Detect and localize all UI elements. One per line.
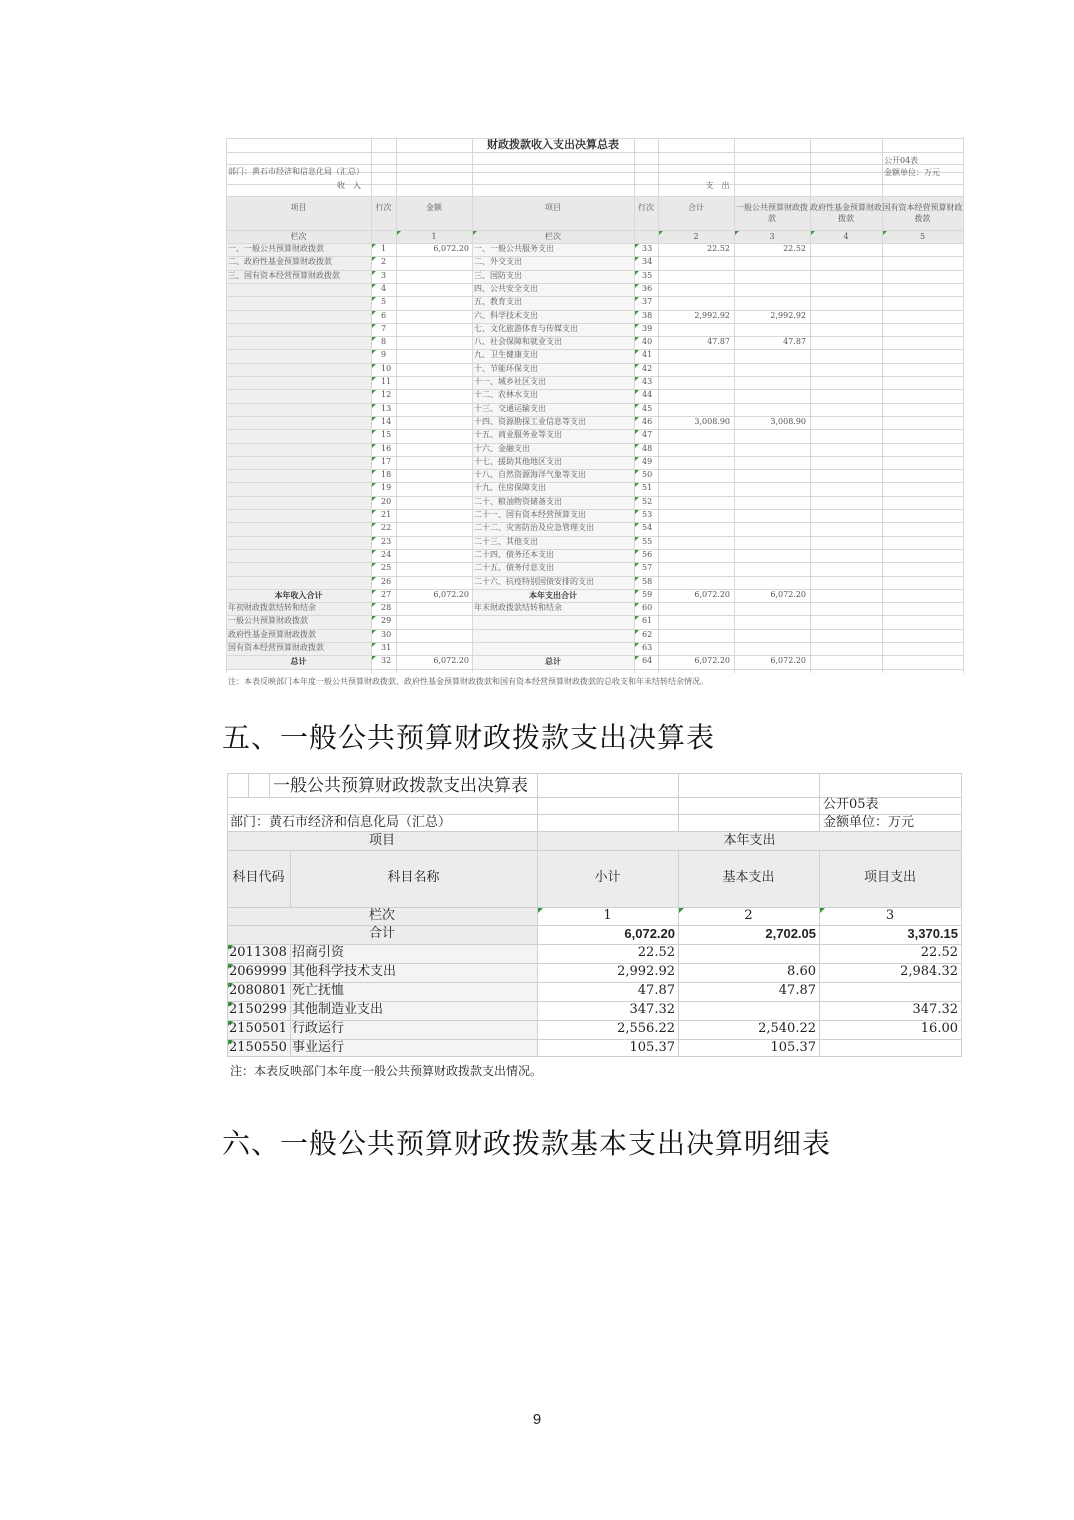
- t1-income-line: 3: [381, 270, 387, 280]
- row-subtotal: 22.52: [637, 945, 675, 960]
- table2-form-no: 公开05表: [823, 797, 879, 812]
- t1-dept: 部门：黄石市经济和信息化局（汇总）: [228, 167, 364, 176]
- t1-income-line: 15: [381, 430, 392, 440]
- t1-lanci-value: 4: [843, 232, 849, 241]
- name-header: 科目名称: [387, 870, 440, 885]
- row-name: 其他科学技术支出: [292, 964, 397, 979]
- t1-expense-line: 48: [642, 443, 653, 453]
- lanci-1: 1: [603, 908, 612, 923]
- t1-col-header: 行次: [638, 203, 654, 212]
- t1-lanci-value: 3: [769, 232, 775, 241]
- t1-col-header: 一般公共预算财政拨款: [736, 203, 808, 223]
- t1-income-line: 24: [381, 549, 392, 559]
- t1-expense-item: 十、节能环保支出: [474, 363, 538, 373]
- t1-expense-item: 十二、农林水支出: [474, 390, 538, 400]
- t1-expense-line: 62: [642, 629, 653, 639]
- t1-expense-item: 十八、自然资源海洋气象等支出: [474, 470, 586, 480]
- t1-expense-item: 总计: [545, 656, 561, 667]
- t1-expense-item: 四、公共安全支出: [474, 283, 538, 293]
- t1-lanci-value: 2: [693, 232, 699, 241]
- row-code: 2150501: [229, 1021, 287, 1036]
- t1-expense-total: 6,072.20: [694, 656, 730, 666]
- t1-income-line: 5: [381, 297, 387, 307]
- t1-expense-general: 3,008.90: [770, 416, 806, 426]
- row-project: 16.00: [920, 1021, 958, 1036]
- t1-income-item: 一、一般公共预算财政拨款: [228, 244, 324, 253]
- row-code: 2011308: [229, 945, 287, 960]
- t1-expense-item: 本年支出合计: [529, 589, 577, 600]
- t1-lanci-value: 栏次: [545, 232, 561, 241]
- item-header: 项目: [368, 833, 395, 848]
- t1-expense-item: 十三、交通运输支出: [474, 403, 546, 413]
- t1-expense-line: 50: [642, 470, 653, 480]
- t1-lanci-value: 5: [919, 232, 926, 241]
- t1-expense-line: 60: [642, 603, 653, 613]
- row-name: 招商引资: [292, 945, 345, 960]
- t1-expense-item: 十四、资源勘探工业信息等支出: [474, 416, 586, 426]
- t1-expense-general: 22.52: [783, 244, 806, 253]
- t1-expense-total: 6,072.20: [694, 589, 730, 599]
- t1-col-header: 项目: [545, 203, 561, 212]
- row-basic: 8.60: [787, 964, 816, 979]
- t1-expense-line: 57: [642, 563, 653, 573]
- t1-income-line: 30: [381, 629, 392, 639]
- t1-income-item: 本年收入合计: [274, 589, 323, 600]
- row-name: 事业运行: [292, 1040, 345, 1055]
- row-subtotal: 2,556.22: [617, 1021, 675, 1036]
- total-subtotal: 6,072.20: [624, 926, 675, 941]
- fiscal-summary-table: [226, 138, 963, 673]
- row-code: 2150299: [229, 1002, 287, 1017]
- t1-col-header: 金额: [426, 203, 442, 212]
- t1-col-header: 合计: [688, 203, 704, 212]
- t1-expense-total: 3,008.90: [694, 416, 730, 426]
- t1-expense-line: 53: [642, 510, 653, 519]
- t1-expense-line: 42: [642, 363, 653, 373]
- page-number: 9: [532, 1411, 542, 1428]
- t1-expense-line: 55: [642, 536, 653, 546]
- t1-income-item: 国有资本经营预算财政拨款: [228, 643, 324, 652]
- t1-expense-line: 46: [642, 416, 653, 426]
- t1-expense-line: 58: [642, 576, 653, 586]
- t1-income-line: 22: [381, 523, 392, 533]
- t1-income-line: 25: [381, 563, 392, 573]
- t1-expense-line: 47: [642, 430, 653, 440]
- t1-income-line: 13: [381, 403, 392, 413]
- row-name: 死亡抚恤: [292, 983, 345, 998]
- row-code: 2150550: [229, 1040, 287, 1055]
- t1-income-amount: 6,072.20: [433, 656, 469, 666]
- project-header: 项目支出: [863, 870, 916, 885]
- t1-expense-line: 45: [642, 403, 653, 413]
- t1-expense-total: 22.52: [707, 244, 730, 253]
- t1-expense-line: 37: [642, 297, 653, 307]
- t1-expense-general: 6,072.20: [770, 589, 806, 599]
- t1-expense-line: 41: [642, 350, 653, 360]
- t1-income-line: 19: [381, 483, 392, 493]
- t1-income-line: 2: [381, 257, 387, 267]
- row-basic: 105.37: [770, 1040, 816, 1055]
- t1-expense-item: 九、卫生健康支出: [474, 350, 538, 360]
- basic-header: 基本支出: [722, 870, 775, 885]
- t1-expense-item: 十六、金融支出: [474, 443, 530, 453]
- t1-expense-item: 一、一般公共服务支出: [474, 244, 554, 253]
- t1-unit: 金额单位：万元: [884, 168, 940, 177]
- t1-expense-total: 47.87: [707, 337, 730, 347]
- t1-expense-line: 59: [642, 589, 653, 599]
- lanci-2: 2: [744, 908, 753, 923]
- subtotal-header: 小计: [594, 870, 621, 885]
- table2-note: 注：本表反映部门本年度一般公共预算财政拨款支出情况。: [230, 1064, 543, 1078]
- t1-expense-item: 八、社会保障和就业支出: [474, 337, 562, 347]
- t1-col-header: 国有资本经营预算财政拨款: [882, 203, 963, 223]
- t1-expense-line: 36: [642, 283, 653, 293]
- t1-income-line: 7: [381, 323, 387, 333]
- t1-note: 注：本表反映部门本年度一般公共预算财政拨款、政府性基金预算财政拨款和国有资本经营预算财政拨款的总收支和年末结转结余情况。: [228, 677, 708, 686]
- t1-income-item: 年初财政拨款结转和结余: [228, 603, 316, 613]
- t1-expense-general: 2,992.92: [770, 310, 806, 320]
- t1-income-line: 11: [381, 377, 392, 386]
- code-header: 科目代码: [232, 870, 285, 885]
- total-basic: 2,702.05: [765, 926, 816, 941]
- row-subtotal: 347.32: [629, 1002, 675, 1017]
- t1-income-item: 三、国有资本经营预算财政拨款: [228, 270, 340, 280]
- general-budget-expenditure-table: [227, 773, 962, 1056]
- t1-income-line: 20: [381, 496, 392, 506]
- t1-income-line: 4: [381, 283, 387, 293]
- t1-expense-line: 52: [642, 496, 653, 506]
- t1-expense-line: 34: [642, 257, 653, 267]
- t1-expense-item: 二十三、其他支出: [474, 536, 538, 546]
- t1-expense-item: 年末财政拨款结转和结余: [474, 603, 562, 613]
- t1-income-line: 1: [381, 244, 387, 253]
- t1-income-line: 18: [381, 470, 392, 480]
- t1-expense-total: 2,992.92: [694, 310, 730, 320]
- year-expense-header: 本年支出: [723, 833, 776, 848]
- t1-income-item: 二、政府性基金预算财政拨款: [228, 257, 332, 267]
- t1-form-no: 公开04表: [884, 156, 919, 165]
- t1-lanci-label: 栏次: [290, 232, 307, 241]
- t1-income-line: 17: [381, 456, 392, 466]
- t1-income-line: 28: [381, 603, 392, 613]
- t1-income-line: 26: [381, 576, 392, 586]
- t1-col-header: 项目: [290, 203, 307, 212]
- t1-expense-general: 47.87: [783, 337, 806, 347]
- t1-expense-line: 56: [642, 549, 653, 559]
- t1-income-amount: 6,072.20: [433, 244, 469, 253]
- t1-expense-line: 35: [642, 270, 653, 280]
- row-name: 行政运行: [292, 1021, 345, 1036]
- t1-expense-item: 三、国防支出: [474, 270, 522, 280]
- t1-income-line: 12: [381, 390, 392, 400]
- t1-income-item: 政府性基金预算财政拨款: [228, 629, 316, 639]
- t1-income-line: 31: [381, 643, 392, 652]
- section-6-heading: 六、一般公共预算财政拨款基本支出决算明细表: [222, 1127, 832, 1160]
- lanci-3: 3: [885, 908, 895, 923]
- t1-expense-line: 43: [642, 377, 653, 386]
- t1-expense-line: 54: [642, 523, 653, 533]
- t1-expense-line: 44: [642, 390, 653, 400]
- t1-title: 财政拨款收入支出决算总表: [487, 138, 619, 151]
- t1-expense-item: 七、文化旅游体育与传媒支出: [474, 323, 578, 333]
- table2-title: 一般公共预算财政拨款支出决算表: [273, 776, 528, 796]
- t1-expense-item: 十九、住房保障支出: [474, 483, 546, 493]
- t1-expense-line: 39: [642, 323, 653, 333]
- row-code: 2069999: [229, 964, 287, 979]
- row-name: 其他制造业支出: [292, 1002, 384, 1017]
- t1-expense-line: 63: [642, 643, 653, 652]
- t1-income-line: 9: [381, 350, 387, 360]
- t1-lanci-value: 1: [431, 232, 437, 241]
- row-subtotal: 2,992.92: [617, 964, 675, 979]
- t1-expense-item: 二十五、债务付息支出: [474, 563, 554, 573]
- t1-expense-line: 51: [642, 483, 653, 493]
- t1-expense-item: 二十一、国有资本经营预算支出: [474, 510, 586, 519]
- t1-expense-item: 二、外交支出: [474, 257, 522, 267]
- t1-expense-item: 十七、援助其他地区支出: [474, 456, 562, 466]
- t1-income-line: 32: [381, 656, 392, 666]
- t1-expense-item: 二十二、灾害防治及应急管理支出: [474, 523, 594, 533]
- t1-col-header: 政府性基金预算财政拨款: [810, 203, 882, 223]
- t1-income-line: 27: [381, 589, 392, 599]
- t1-expense-line: 38: [642, 310, 653, 320]
- row-basic: 2,540.22: [758, 1021, 816, 1036]
- t1-expense-item: 十五、商业服务业等支出: [474, 430, 562, 440]
- t1-expense-line: 61: [642, 616, 653, 626]
- section-5-heading: 五、一般公共预算财政拨款支出决算表: [222, 721, 716, 754]
- row-basic: 47.87: [778, 983, 816, 998]
- t1-income-line: 29: [381, 616, 392, 626]
- t1-income-item: 一般公共预算财政拨款: [228, 616, 308, 626]
- t1-expense-header: 支 出: [705, 181, 730, 190]
- t1-expense-item: 六、科学技术支出: [474, 310, 538, 320]
- t1-expense-line: 64: [642, 656, 653, 666]
- table2-unit: 金额单位：万元: [823, 815, 915, 830]
- table2-dept: 部门：黄石市经济和信息化局（汇总）: [230, 815, 452, 830]
- t1-expense-item: 二十、粮油物资储备支出: [474, 496, 562, 506]
- lanci-label: 栏次: [368, 908, 395, 923]
- t1-expense-general: 6,072.20: [770, 656, 806, 666]
- row-project: 22.52: [920, 945, 958, 960]
- t1-expense-line: 33: [642, 244, 653, 253]
- row-project: 2,984.32: [900, 964, 958, 979]
- t1-col-header: 行次: [375, 203, 392, 212]
- t1-income-item: 总计: [290, 656, 307, 667]
- t1-expense-item: 十一、城乡社区支出: [474, 377, 546, 386]
- row-subtotal: 47.87: [637, 983, 675, 998]
- row-code: 2080801: [229, 983, 287, 998]
- total-project: 3,370.15: [907, 926, 958, 941]
- t1-income-line: 21: [381, 510, 392, 519]
- t1-expense-item: 二十六、抗疫特别国债安排的支出: [474, 576, 594, 586]
- t1-income-line: 23: [381, 536, 392, 546]
- t1-expense-item: 五、教育支出: [474, 297, 522, 307]
- t1-expense-line: 40: [642, 337, 653, 347]
- t1-income-header: 收 入: [337, 181, 361, 190]
- t1-expense-item: 二十四、债务还本支出: [474, 549, 554, 559]
- t1-income-amount: 6,072.20: [433, 589, 469, 599]
- t1-income-line: 8: [381, 337, 387, 347]
- t1-income-line: 16: [381, 443, 392, 453]
- t1-income-line: 6: [381, 310, 387, 320]
- total-label: 合计: [368, 926, 395, 941]
- t1-income-line: 10: [381, 363, 392, 373]
- row-project: 347.32: [912, 1002, 958, 1017]
- t1-income-line: 14: [381, 416, 392, 426]
- t1-expense-line: 49: [642, 456, 653, 466]
- row-subtotal: 105.37: [629, 1040, 675, 1055]
